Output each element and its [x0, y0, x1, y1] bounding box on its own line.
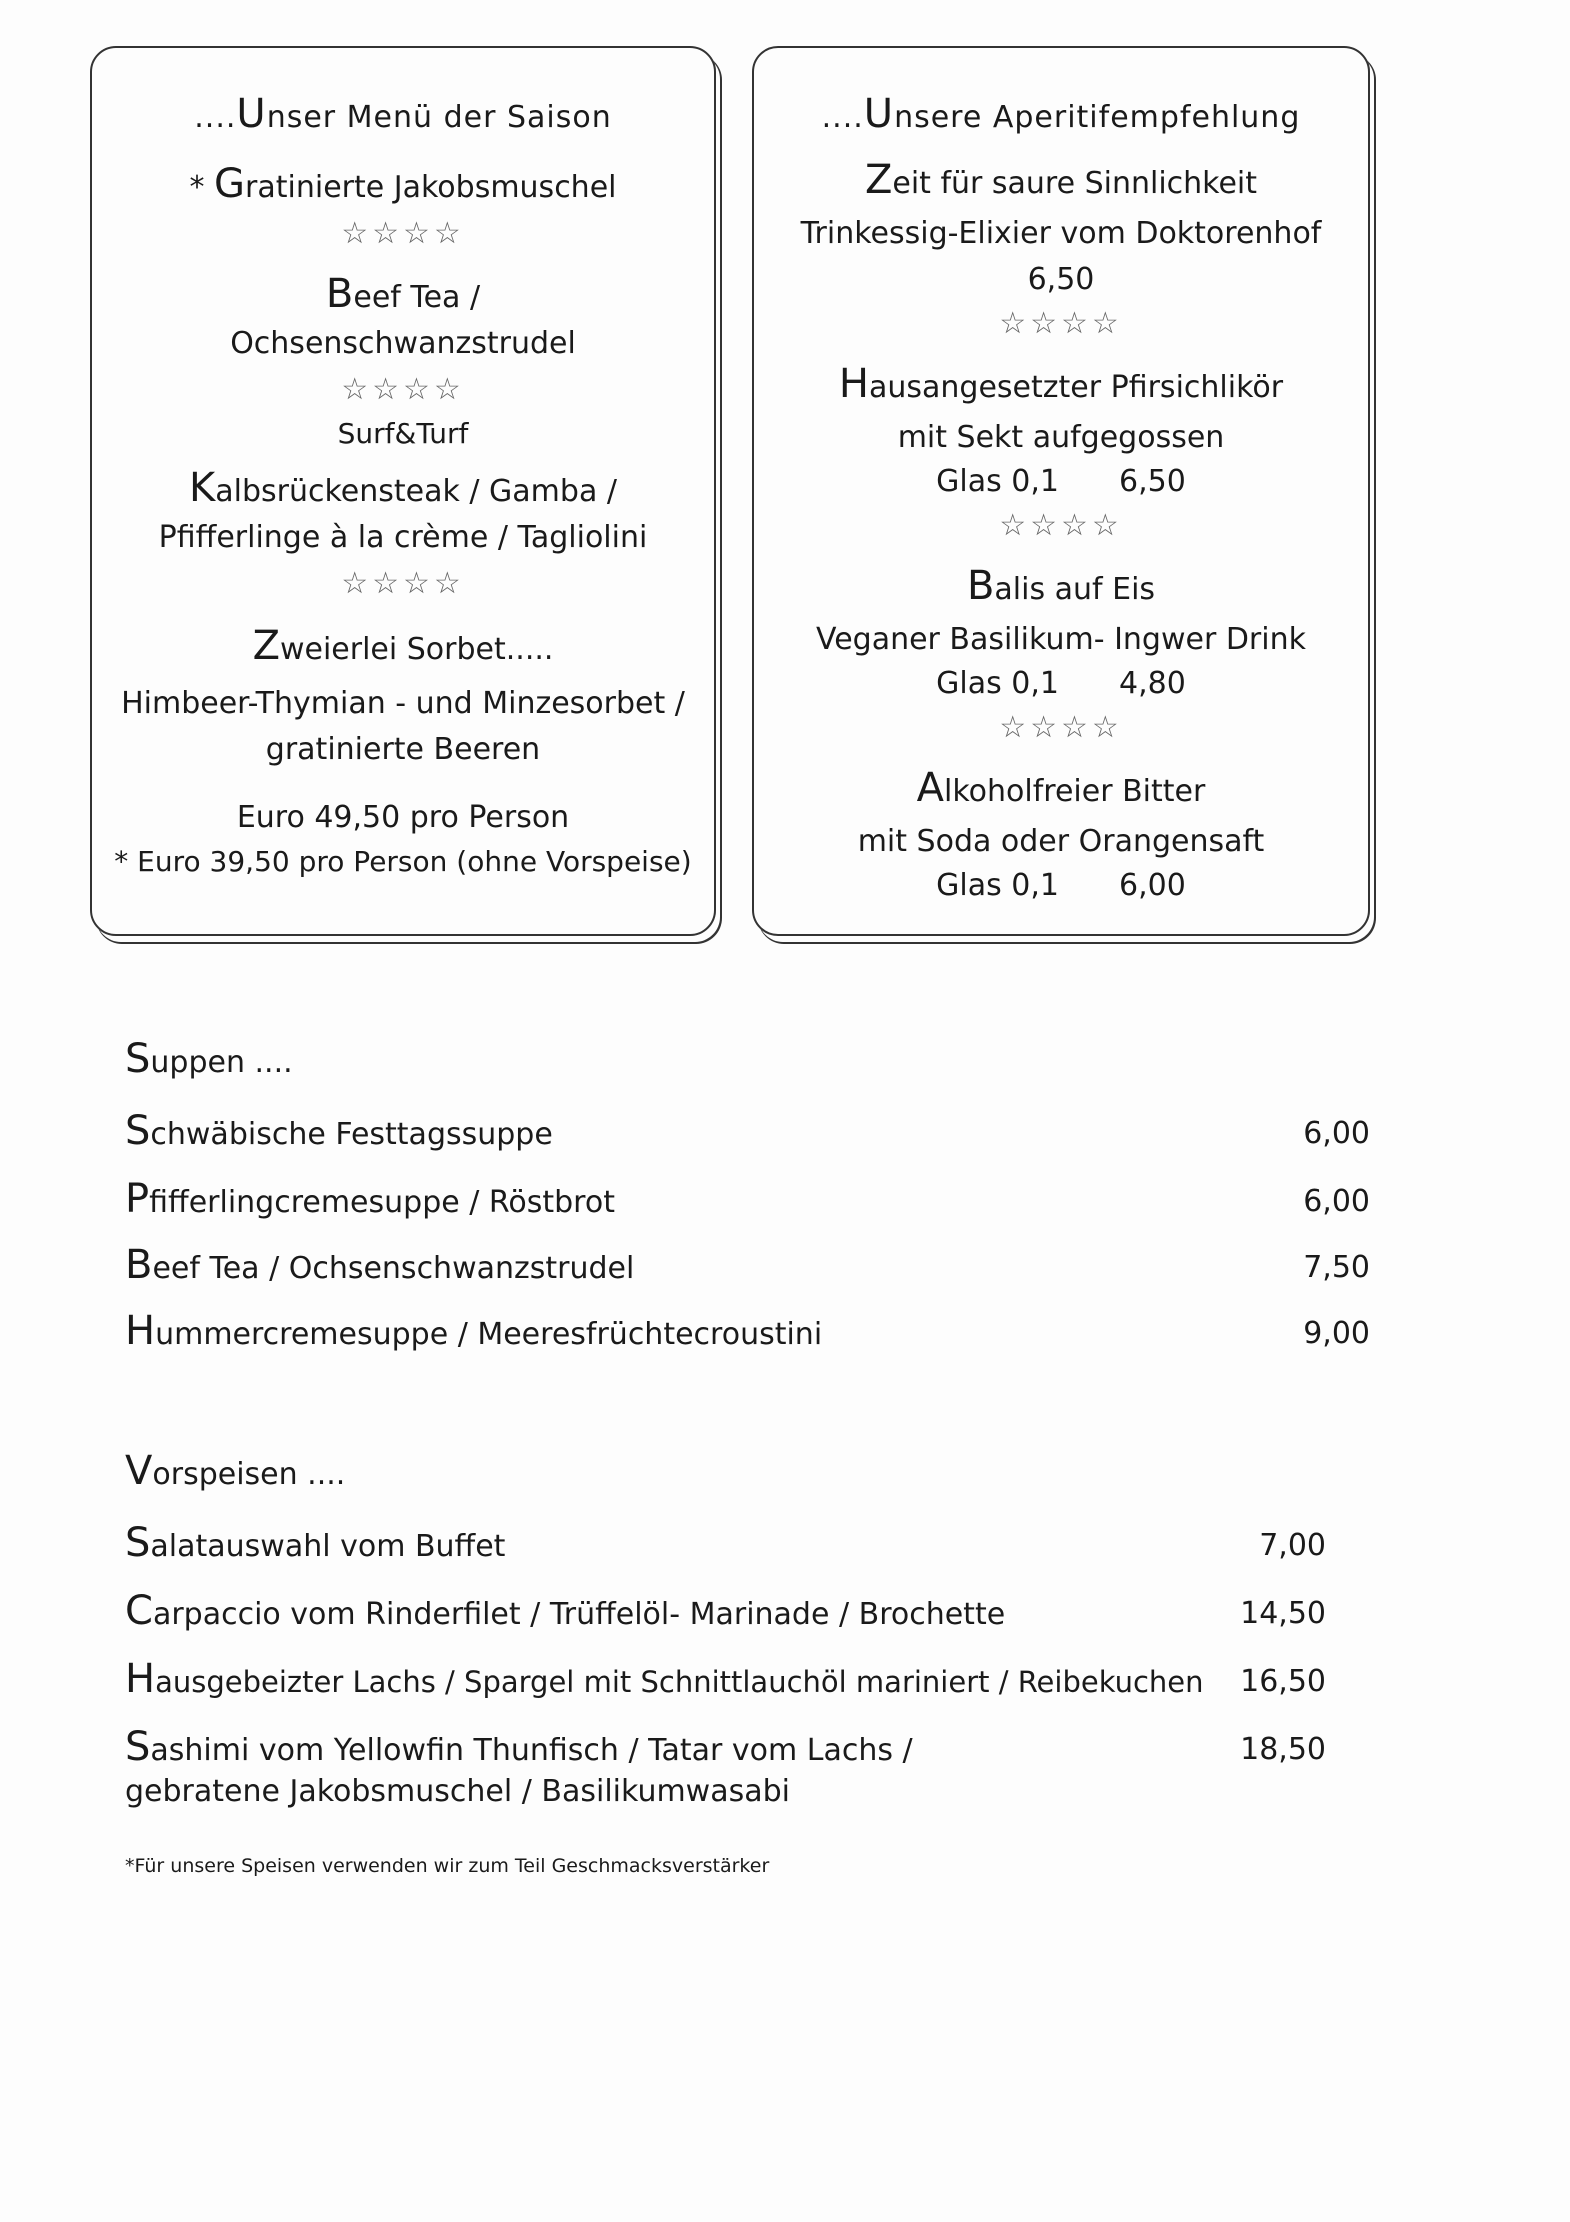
starter-item-name: Sashimi vom Yellowfin Thunfisch / Tatar vom Lachs /	[125, 1724, 913, 1770]
starter-item	[125, 1656, 1326, 1716]
soup-item-name: Beef Tea / Ochsenschwanzstrudel	[125, 1242, 635, 1288]
aperitif-drink-1-price: 6,50	[1027, 262, 1095, 297]
season-course-4-line2: Himbeer-Thymian - und Minzesorbet /	[121, 686, 685, 721]
aperitif-drink-2-line2: mit Sekt aufgegossen	[897, 420, 1225, 455]
season-price-full: Euro 49,50 pro Person	[236, 800, 570, 835]
starter-item	[125, 1724, 1326, 1834]
season-course-3: Kalbsrückensteak / Gamba /	[189, 465, 617, 511]
season-menu-title: ....Unser Menü der Saison	[194, 91, 612, 137]
aperitif-drink-4-price-line: Glas 0,1 6,00	[936, 868, 1186, 903]
soup-item-name: Schwäbische Festtagssuppe	[125, 1108, 553, 1154]
additives-footnote: *Für unsere Speisen verwenden wir zum Teil Geschmacksverstärker	[125, 1855, 770, 1877]
season-course-3-line2: Pfifferlinge à la crème / Tagliolini	[158, 520, 648, 555]
season-course-4: Zweierlei Sorbet.....	[252, 623, 554, 669]
starter-item-name: Carpaccio vom Rinderfilet / Trüffelöl- Marinade / Brochette	[125, 1588, 1006, 1634]
aperitif-drink-4-line2: mit Soda oder Orangensaft	[857, 824, 1265, 859]
aperitif-drink-2: Hausangesetzter Pfirsichlikör	[838, 361, 1284, 407]
starter-item-name: Hausgebeizter Lachs / Spargel mit Schnittlauchöl mariniert / Reibekuchen	[125, 1656, 1204, 1702]
star-divider: ☆☆☆☆	[341, 372, 465, 407]
soup-item	[125, 1308, 1370, 1368]
starter-item-price: 7,00	[1259, 1528, 1326, 1563]
star-divider: ☆☆☆☆	[341, 216, 465, 251]
starter-item-name-line2: gebratene Jakobsmuschel / Basilikumwasabi	[125, 1774, 790, 1809]
season-course-2-line2: Ochsenschwanzstrudel	[230, 326, 576, 361]
aperitif-drink-1-line2: Trinkessig-Elixier vom Doktorenhof	[800, 216, 1322, 251]
star-divider: ☆☆☆☆	[999, 306, 1123, 341]
season-course-3-label: Surf&Turf	[337, 417, 469, 450]
soup-item	[125, 1108, 1370, 1168]
soup-item-price: 9,00	[1303, 1316, 1370, 1351]
aperitif-drink-1: Zeit für saure Sinnlichkeit	[864, 157, 1258, 203]
starter-item-price: 16,50	[1240, 1664, 1326, 1699]
starter-item-price: 14,50	[1240, 1596, 1326, 1631]
season-course-1: * Gratinierte Jakobsmuschel	[189, 161, 617, 207]
aperitif-drink-3: Balis auf Eis	[966, 563, 1156, 609]
starter-item-name: Salatauswahl vom Buffet	[125, 1520, 506, 1566]
star-divider: ☆☆☆☆	[999, 508, 1123, 543]
season-price-reduced: * Euro 39,50 pro Person (ohne Vorspeise)	[114, 845, 692, 878]
soup-item-name: Hummercremesuppe / Meeresfrüchtecroustini	[125, 1308, 823, 1354]
starters-heading: Vorspeisen ....	[125, 1448, 346, 1494]
starter-item	[125, 1520, 1326, 1580]
aperitif-drink-2-price-line: Glas 0,1 6,50	[936, 464, 1186, 499]
aperitif-title: ....Unsere Aperitifempfehlung	[821, 91, 1301, 137]
starter-item	[125, 1588, 1326, 1648]
soup-item-price: 6,00	[1303, 1116, 1370, 1151]
aperitif-box	[752, 46, 1370, 936]
star-divider: ☆☆☆☆	[999, 710, 1123, 745]
aperitif-drink-3-price-line: Glas 0,1 4,80	[936, 666, 1186, 701]
season-course-2: Beef Tea /	[325, 271, 481, 317]
soup-item-name: Pfifferlingcremesuppe / Röstbrot	[125, 1176, 615, 1222]
soup-item	[125, 1176, 1370, 1236]
soup-item	[125, 1242, 1370, 1302]
star-divider: ☆☆☆☆	[341, 566, 465, 601]
season-course-4-line3: gratinierte Beeren	[265, 732, 541, 767]
aperitif-drink-3-line2: Veganer Basilikum- Ingwer Drink	[816, 622, 1306, 657]
aperitif-drink-4: Alkoholfreier Bitter	[916, 765, 1206, 811]
starter-item-price: 18,50	[1240, 1732, 1326, 1767]
soup-item-price: 7,50	[1303, 1250, 1370, 1285]
season-menu-box	[90, 46, 716, 936]
soups-heading: Suppen ....	[125, 1036, 293, 1082]
soup-item-price: 6,00	[1303, 1184, 1370, 1219]
